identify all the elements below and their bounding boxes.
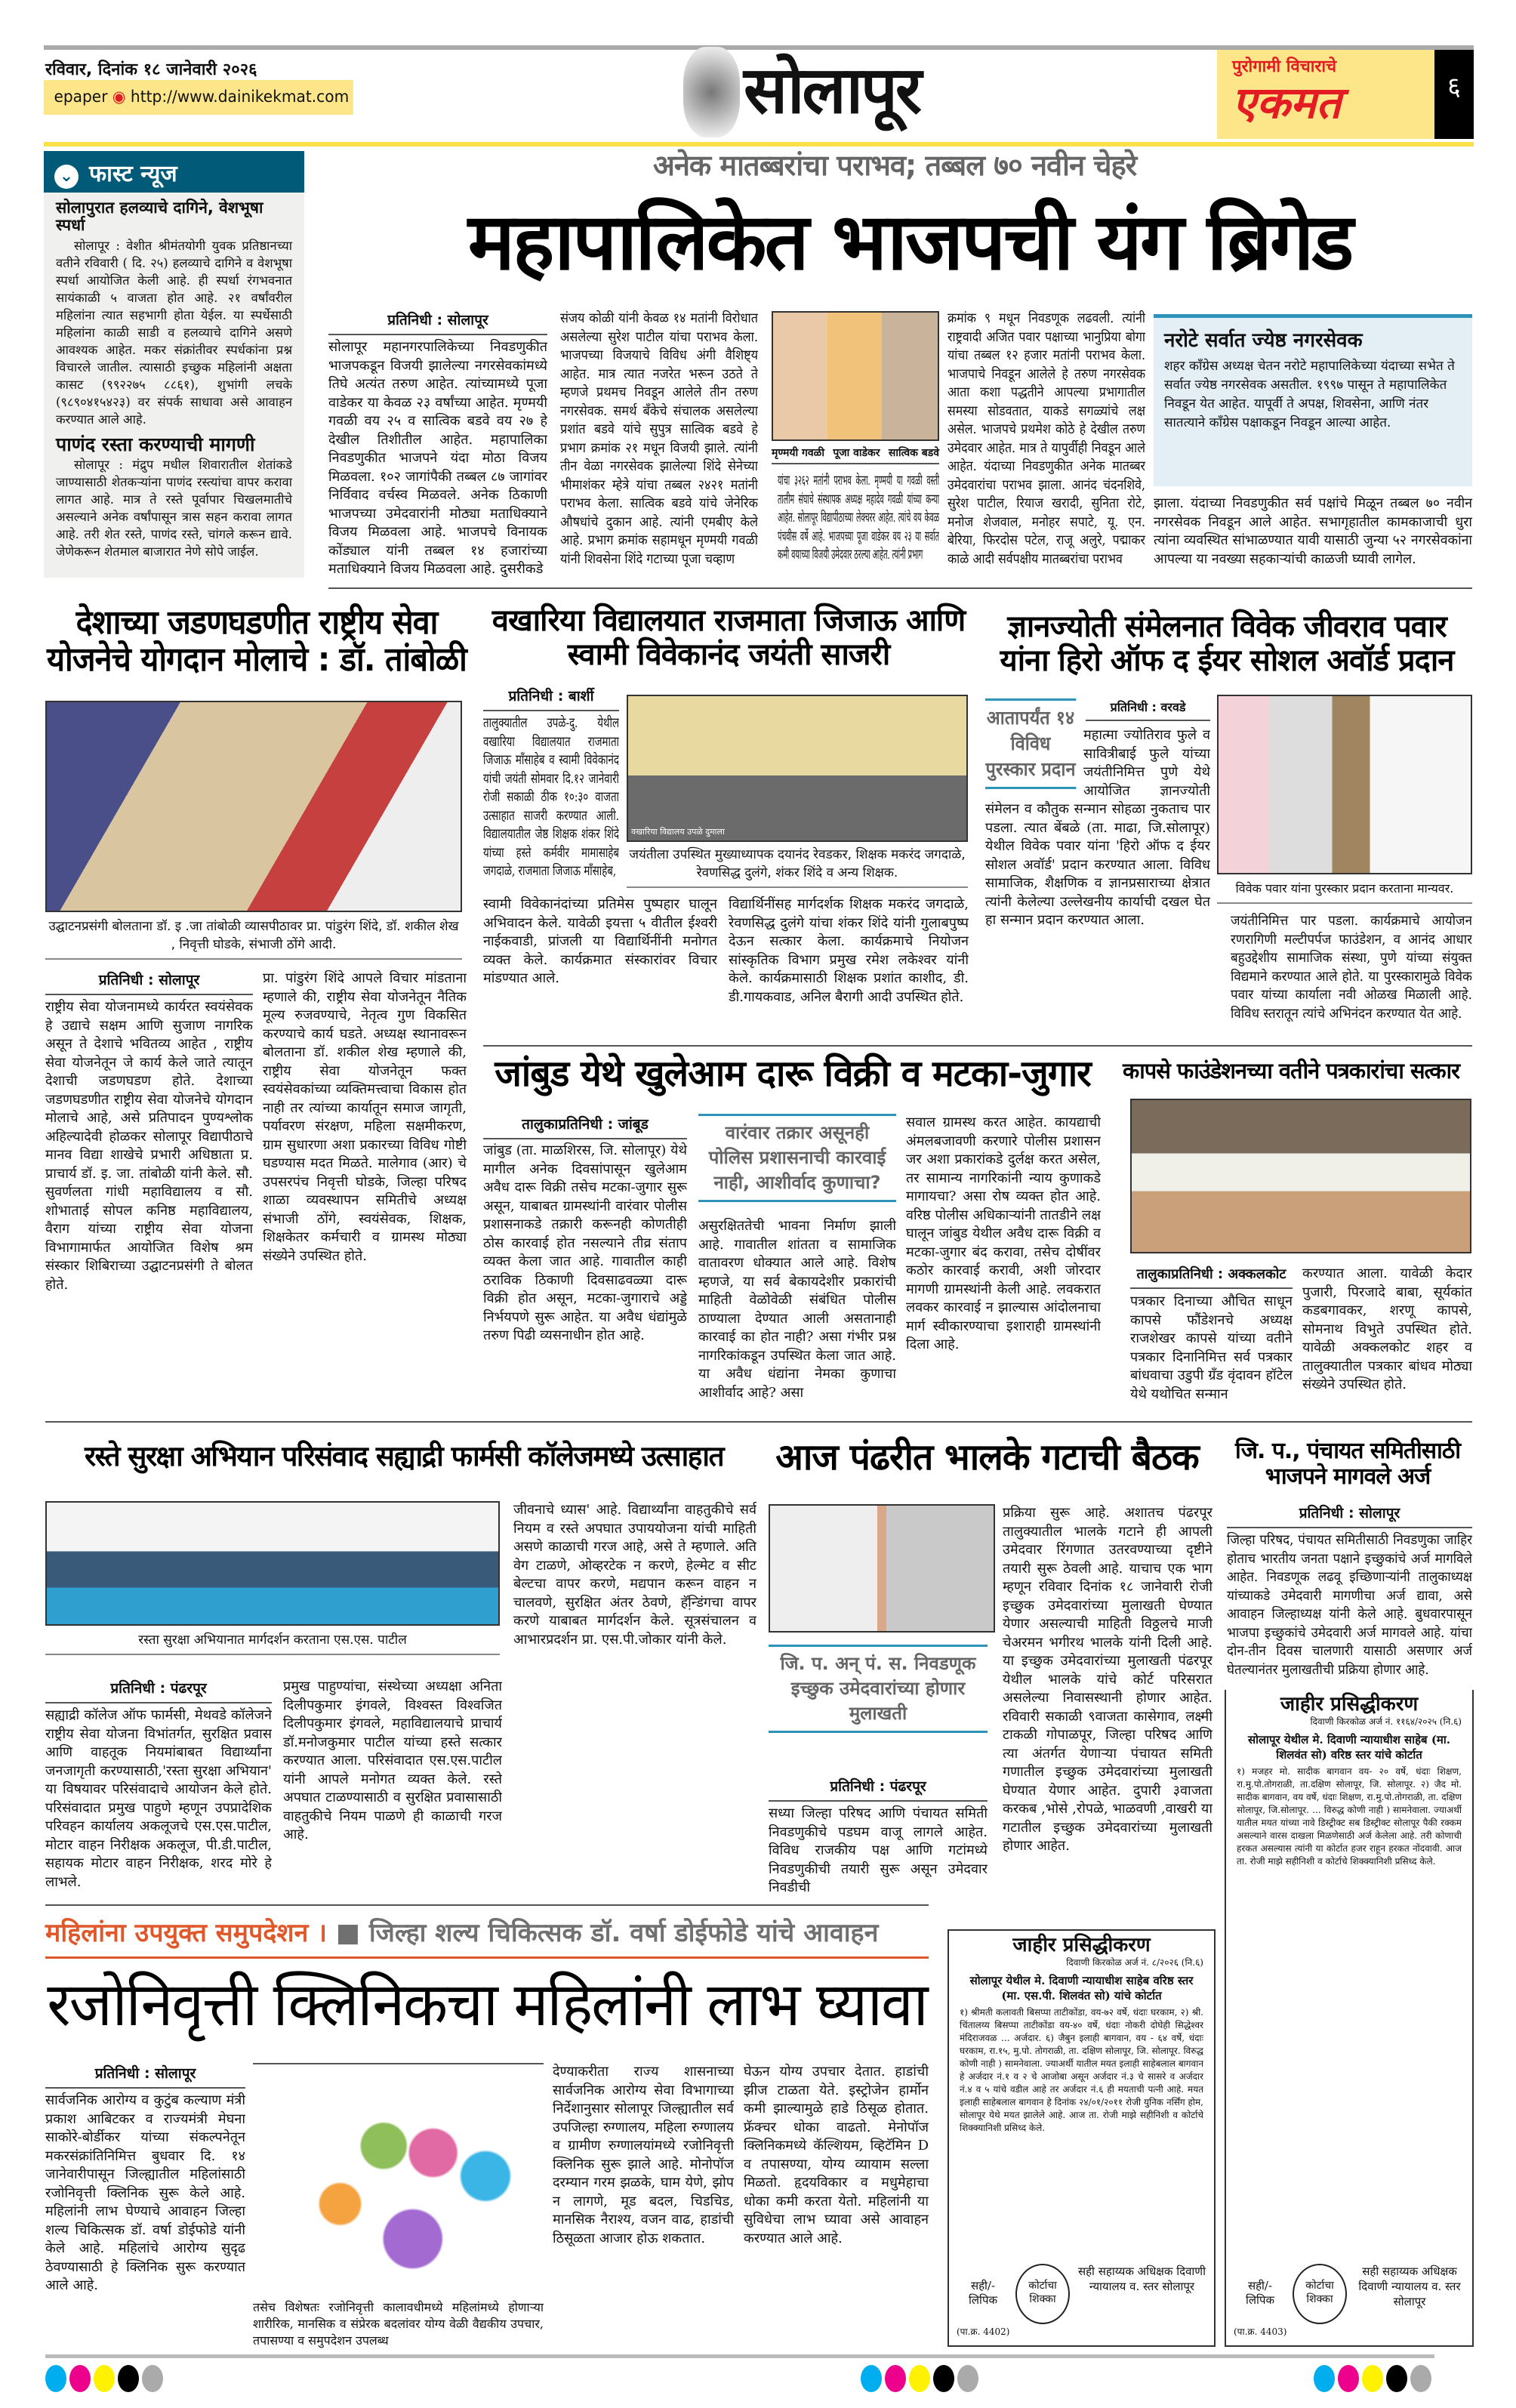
- yellow-dot-icon: [909, 2365, 930, 2392]
- notice-sign-left: सही/- लिपिक: [1246, 2279, 1274, 2307]
- rasta-column: जीवनाचे ध्यास' आहे. विद्यार्थ्यांना वाहतुकीचे सर्व नियम व रस्ते अपघात उपाययोजना यांची माहिती असणे काळाची गरज आहे, असे ते म्हणाले. अति वेग टाळणे, ओव्हरटेक न करणे, हेल्मेट व सीट बेल्टचा वापर करणे, मद्यपान करून वाहन न चालवणे, सुरक्षित अंतर ठेवणे, हॅन्डि़ंगचा वापर करणे याबाबत मार्गदर्शन केले. सूत्रसंचालन व आभारप्रदर्शन प्रा. एस.पी.जोकार यांनी केले.: [513, 1502, 756, 1648]
- notice-case-number: दिवाणी किरकोळ अर्ज नं. ११६४/२०२५ (नि.६): [1310, 1716, 1462, 1727]
- women-headline: रजोनिवृत्ती क्लिनिकचा महिलांनी लाभ घ्यावा: [47, 1969, 927, 2040]
- notice-sign-left: सही/- लिपिक: [969, 2279, 997, 2307]
- notice-court: सोलापूर येथील मे. दिवाणी न्यायाधीश साहेब (मा. शिलवंत सो) वरिष्ठ स्तर यांचे कोर्टात: [1247, 1733, 1451, 1762]
- lead-column: संजय कोळी यांनी केवळ १४ मतांनी विरोधात असलेल्या सुरेश पाटील यांचा पराभव केला. भाजपच्या विजयाचे विविध अंगी वैशिष्ट्य आहेत. मात्र त्यात नजरेत भरून उठते ते म्हणजे प्रथमच निवडून आलेले तीन तरुण नगरसेवक. समर्थ बँकेचे संचालक असलेल्या प्रशांत बडवे यांचे सुपुत्र सात्विक बडवे हे प्रभाग क्रमांक २१ मधून विजयी झाले. त्यांनी तीन वेळा नगरसेवक झालेल्या शिंदे सेनेच्या भीमाशंकर म्हेत्रे यांचा तब्बल २४२१ मतांनी पराभव केला. सात्विक बडवे यांचे जेनेरिक औषधांचे दुकान आहे. त्यांनी एमबीए केले आहे. प्रभाग क्रमांक सहामधून मृण्मयी गवळी यांनी शिवसेना शिंदे गटाच्या पूजा चव्हाण: [560, 310, 758, 567]
- vakharia-column: तालुक्यातील उपळे-दु. येथील वखारिया विद्यालयात राजमाता जिजाऊ माँसाहेब व स्वामी विवेकानंद यांची जयंती सोमवार दि.१२ जानेवारी रोजी सकाळी ठीक १०:३० वाजता उत्साहात साजरी करण्यात आली. विद्यालयातील जेष्ठ शिक्षक शंकर शिंदे यांच्या हस्ते कर्मवीर मामासाहेब जगदाळे, राजमाता जिजाऊ माँसाहेब,: [483, 715, 619, 879]
- notice-ref: (पा.क्र. 4403): [1234, 2326, 1287, 2337]
- fast-news-box: [44, 151, 304, 578]
- rasta-column: सह्याद्री कॉलेज ऑफ फार्मसी, मेथवडे कॉलेजने राष्ट्रीय सेवा योजना विभांतर्गत, सुरक्षित प्रवास आणि वाहतूक नियमांबाबत विद्यार्थ्यांना जनजागृती करण्यासाठी,'रस्ता सुरक्षा अभियान' या विषयावर परिसंवादाचे आयोजन केले होते. परिसंवादात प्रमुख पाहुणे म्हणून उपप्रादेशिक परिवहन कार्यालय अकलूजचे एस.एस.पाटील, मोटार वाहन निरीक्षक अकलूज, पी.डी.पाटील, सहायक मोटार वाहन निरीक्षक, शरद मोरे हे लाभले.: [45, 1707, 272, 1890]
- zp-column: जिल्हा परिषद, पंचायत समितीसाठी निवडणुका जाहिर होताच भारतीय जनता पक्षाने इच्छुकांचे अर्ज मागविले आहेत. निवडणूक लढवू इच्छिणाऱ्यांनी तालुकाध्यक्ष यांच्याकडे उमेदवारी मागणीचा अर्ज द्यावा, असे आवाहन जिल्हाध्यक्ष यांनी केले आहे. बुधवारपासून भाजपा इच्छुकांचे उमेदवारी अर्ज मागवले आहे. यांचा दोन-तीन दिवस चालणारी यासाठी असणार अर्ज घेतल्यानंतर मुलाखतीची प्रक्रिया होणार आहे.: [1227, 1532, 1472, 1678]
- fast-news-headline: सोलापुरात हलव्याचे दागिने, वेशभूषा स्पर्धा: [56, 199, 263, 234]
- registration-marks-right: [1314, 2365, 1434, 2395]
- jambud-highlight-box: वारंवार तक्रार असूनही पोलिस प्रशासनाची कारवाई नाही, आशीर्वाद कुणाचा?: [698, 1114, 896, 1202]
- fast-news-header: [44, 151, 304, 193]
- photo-name: सात्विक बडवे: [888, 447, 939, 459]
- women-column: घेऊन योग्य उपचार देतात. हाडांची झीज टाळता येते. इस्ट्रोजेन हार्मोन कमी झाल्यामुळे हाडे ठिसूळ होतात. फ्रॅक्चर धोका वाढतो. मेनोपॉज क्लिनिकमध्ये कॅल्शियम, व्हिटॅमिन D व तपासण्या, योग्य व्यायाम सल्ला मिळतो. हृदयविकार व मधुमेहाचा धोका कमी करता येतो. महिलांनी या सुविधेचा लाभ घ्यावा असे आवाहन करण्यात आले आहे.: [744, 2064, 929, 2246]
- vakharia-headline: वखारिया विद्यालयात राजमाता जिजाऊ आणि स्वामी विवेकानंद जयंती साजरी: [491, 603, 966, 672]
- kapse-photo: [1130, 1099, 1471, 1253]
- women-kicker-red: महिलांना उपयुक्त समुपदेशन ।: [45, 1918, 328, 1948]
- gyanjyoti-headline: ज्ञानज्योती संमेलनात विवेक जीवराव पवार यांना हिरो ऑफ द ईयर सोशल अवॉर्ड प्रदान: [1000, 609, 1454, 678]
- section-divider: [45, 1421, 1472, 1423]
- black-dot-icon: [933, 2365, 954, 2392]
- rasta-column: प्रमुख पाहुण्यांचा, संस्थेच्या अध्यक्षा अनिता दिलीपकुमार इंगवले, विश्वस्त विश्वजित दिलीपकुमार इंगवले, महाविद्यालयाचे प्राचार्य डॉ.मनोजकुमार पाटील यांच्या हस्ते सत्कार करण्यात आला. परिसंवादात एस.एस.पाटील यांनी आपले मनोगत व्यक्त केले. रस्ते अपघात टाळण्यासाठी व सुरक्षित प्रवासासाठी वाहतुकीचे नियम पाळणे ही काळाची गरज आहे.: [283, 1679, 502, 1842]
- globe-icon: ◉: [112, 88, 126, 106]
- fast-news-content: [44, 195, 304, 565]
- notice-sign-right: सही सहाय्यक अधिक्षक दिवाणी न्यायालय व. स्तर सोलापूर: [1358, 2265, 1461, 2308]
- vakharia-caption: जयंतीला उपस्थित मुख्याध्यापक दयानंद रेवडकर, शिक्षक मकरंद जगदाळे, रेवणसिद्ध दुलंगे, शंकर शिंदे व अन्य शिक्षक.: [627, 846, 968, 888]
- epaper-url[interactable]: http://www.dainikekmat.com: [130, 88, 350, 106]
- lead-column: झाला. यंदाच्या निवडणुकीत सर्व पक्षांचे मिळून तब्बल ७० नवीन नगरसेवक निवडून आले आहेत. सभागृहातील कामकाजाची धुरा त्यांना व्यवस्थित सांभाळण्यात यावी यासाठी जुन्या ५२ नगरसेवकांना आपल्या या नवख्या सहकाऱ्यांची काळजी घ्यावी लागेल.: [1154, 495, 1472, 567]
- public-notice: [1225, 1690, 1474, 2347]
- kapse-headline: कापसे फाउंडेशनच्या वतीने पत्रकारांचा सत्कार: [1122, 1058, 1460, 1084]
- gray-dot-icon: [957, 2365, 978, 2392]
- jambud-byline: तालुकाप्रतिनिधी : जांबूड: [483, 1114, 687, 1139]
- bhalke-photo: [769, 1504, 995, 1633]
- masthead-date: रविवार, दिनांक १८ जानेवारी २०२६: [45, 60, 257, 79]
- fast-news-body: सोलापूर : मंद्रुप मधील शिवारातील शेतांकडे जाण्यासाठी शेतकऱ्यांना पाणंद रस्त्यांचा वापर करावा लागत आहे. मात्र ते रस्ते पूर्वापार चिखलमातीचे असल्याने अनेक वर्षांपासून त्रास सहन करावा लागत आहे. तरी शेत रस्ते, पाणंद रस्ते, चांगले करून द्यावे. जेणेकरून शेतमाल बाजारात नेणे सोपे जाईल.: [56, 458, 292, 559]
- pull-quote: आतापर्यंत १४ विविध पुरस्कार प्रदान: [985, 698, 1076, 789]
- women-column: सार्वजनिक आरोग्य व कुटुंब कल्याण मंत्री प्रकाश आबिटकर व राज्यमंत्री मेघना साकोरे-बोर्डीकर यांच्या संकल्पनेतून मकरसंक्रांतिनिमित्त बुधवार दि. १४ जानेवारीपासून जिल्ह्यातील महिलांसाठी रजोनिवृत्ती क्लिनिक सुरू केले आहे. महिलांनी लाभ घेण्याचे आवाहन जिल्हा शल्य चिकित्सक डॉ. वर्षा डोईफोडे यांनी केले आहे. महिलांचे आरोग्य सुदृढ ठेवण्यासाठी हे क्लिनिक सुरू करण्यात आले आहे.: [45, 2092, 245, 2293]
- epaper-label: epaper: [54, 88, 108, 106]
- magenta-dot-icon: [69, 2365, 91, 2392]
- fast-news-headline: पाणंद रस्ता करण्याची मागणी: [56, 433, 255, 455]
- yellow-dot-icon: [94, 2365, 115, 2392]
- lead-column: यांचा ३२६२ मतांनी पराभव केला. मृण्मयी या गवळी वस्ती तालीम संघाचे संस्थापक अध्यक्ष महादेव गवळी यांच्या कन्या आहेत. सोलापूर विद्यापीठाच्या लेक्चरर आहेत. त्यांचे वय केवळ पंचवीस वर्षे आहे. भाजपच्या पूजा वाडेकर वय २३ या सर्वात कमी वयाच्या विजयी उमेदवार ठरल्या आहेत. त्यांनी प्रभाग: [778, 473, 939, 563]
- rasta-headline: रस्ते सुरक्षा अभियान परिसंवाद सह्याद्री फार्मसी कॉलेजमध्ये उत्साहात: [84, 1440, 724, 1472]
- bhalke-column: सध्या जिल्हा परिषद आणि पंचायत समिती निवडणुकीचे पडघम वाजू लागले आहेत. विविध राजकीय पक्ष आणि गटांमध्ये निवडणुकीची तयारी सुरू असून उमेदवार निवडीची: [769, 1805, 988, 1895]
- vakharia-column: विद्यार्थिनींसह मार्गदर्शक शिक्षक मकरंद जगदाळे, रेवणसिद्ध दुलंगे यांचा शंकर शिंदे यांनी गुलाबपुष्प देऊन सत्कार केला. कार्यक्रमाचे नियोजन सांस्कृतिक विभाग प्रमुख रमेश लकेश्वर यांनी केले. कार्यक्रमासाठी शिक्षक प्रशांत काशीद, डी. डी.गायकवाड, अनिल बैरागी आदी उपस्थित होते.: [729, 896, 969, 1005]
- paper-logo: [1217, 50, 1434, 139]
- rasta-byline: प्रतिनिधी : पंढरपूर: [45, 1678, 272, 1703]
- court-seal-icon: कोर्टाचा शिक्का: [1293, 2264, 1347, 2324]
- cyan-dot-icon: [1314, 2365, 1335, 2392]
- tamboli-column: राष्ट्रीय सेवा योजनामध्ये कार्यरत स्वयंसेवक हे उद्याचे सक्षम आणि सुजाण नागरिक असून ते देशाचे भवितव्य आहेत , राष्ट्रीय सेवा योजनेतून जे कार्य केले जाते त्यातून देशाची जडणघडण होते. देशाच्या जडणघडणीत राष्ट्रीय सेवा योजनेचे योगदान मोलाचे आहे, असे प्रतिपादन पुण्यश्लोक अहिल्यादेवी होळकर सोलापूर विद्यापीठाचे मानव विद्या शाखेचे प्रभारी अधिष्ठाता प्र. प्राचार्य डॉ. इ. जा. तांबोळी यांनी केले. सौ. सुवर्णलता गांधी महाविद्यालय व सौ. शोभाताई सोपल कनिष्ठ महाविद्यालय, वैराग यांच्या राष्ट्रीय सेवा योजना विभागामार्फत आयोजित विशेष श्रम संस्कार शिबिराच्या उद्घाटनप्रसंगी ते बोलत होते.: [45, 999, 253, 1293]
- registration-marks-center: [861, 2365, 981, 2395]
- gray-dot-icon: [1410, 2365, 1431, 2392]
- public-notice: [948, 1929, 1216, 2347]
- vakharia-column: स्वामी विवेकानंदांच्या प्रतिमेस पुष्पहार घालून अभिवादन केले. यावेळी इयत्ता ५ वीतील ईश्वरी नाईकवाडी, प्रांजली या विद्यार्थिनींनी मनोगत व्यक्त केले. कार्यक्रमात संस्कारांवर विचार मांडण्यात आले.: [483, 896, 717, 986]
- gyanjyoti-column: महात्मा ज्योतिराव फुले व सावित्रीबाई फुले यांच्या जयंतीनिमित्त पुणे येथे आयोजित ज्ञानज्योती संमेलन व कौतुक सन्मान सोहळा नुकताच पार पडला. त्यात बेंबळे (ता. माढा, जि.सोलापूर) येथील विवेक पवार यांना 'हिरो ऑफ द ईयर सोशल अवॉर्ड' प्रदान करण्यात आला. विविध सामाजिक, शैक्षणिक व ज्ञानप्रसाराच्या क्षेत्रात त्यांनी केलेल्या उल्लेखनीय कार्याची दखल घेत हा सन्मान प्रदान करण्यात आला.: [985, 727, 1210, 928]
- yellow-dot-icon: [1362, 2365, 1383, 2392]
- gray-dot-icon: [142, 2365, 163, 2392]
- notice-ref: (पा.क्र. 4402): [957, 2326, 1010, 2337]
- city-title: सोलापूर: [744, 53, 920, 128]
- black-dot-icon: [118, 2365, 139, 2392]
- lead-headline: महापालिकेत भाजपची यंग ब्रिगेड: [467, 196, 1352, 288]
- jambud-headline: जांबुड येथे खुलेआम दारू विक्री व मटका-जुगार: [495, 1053, 1091, 1095]
- lead-column: सोलापूर महानगरपालिकेच्या निवडणुकीत भाजपकडून विजयी झालेल्या नगरसेवकांमध्ये तिघे अत्यंत तरुण आहेत. त्यांच्यामध्ये पूजा वाडेकर या केवळ २३ वर्षांच्या आहेत. मृण्मयी गवळी वय २५ व सात्विक बडवे वय २७ हे देखील तिशीतील आहेत. महापालिका निवडणुकीत भाजपने यंदा मोठा विजय मिळवला. १०२ जागांपैकी तब्बल ८७ जागांवर निर्विवाद वर्चस्व मिळवले. अनेक ठिकाणी भाजपच्या उमेदवारांनी मोठ्या मताधिक्याने विजय मिळवला आहे. भाजपचे विनायक कोंड्याल यांनी तब्बल १४ हजारांच्या मताधिक्याने विजय मिळवला आहे. दुसरीकडे: [328, 339, 547, 577]
- women-kicker: [45, 1914, 929, 1959]
- rasta-photo: [45, 1501, 500, 1626]
- jambud-column: असुरक्षिततेची भावना निर्माण झाली आहे. गावातील शांतता व सामाजिक वातावरण धोक्यात आले आहे. विशेष म्हणजे, या सर्व बेकायदेशीर प्रकारांची माहिती वेळोवेळी संबंधित पोलीस ठाण्याला देण्यात आली असतानाही कारवाई का होत नाही? असा गंभीर प्रश्न नागरिकांकडून उपस्थित केला जात आहे. या अवैध धंद्यांना नेमका कुणाचा आशीर्वाद आहे? असा: [698, 1218, 896, 1401]
- bhalke-highlight-box: जि. प. अन् पं. स. निवडणूक इच्छुक उमेदवारांच्या होणार मुलाखती: [769, 1645, 988, 1733]
- kapse-column: पत्रकार दिनाच्या औचित साधून कापसे फौंडेशनचे अध्यक्ष राजशेखर कापसे यांच्या वतीने पत्रकार दिनानिमित्त सर्व पत्रकार बांधवाचा उडुपी ग्रँड वृंदावन हॉटेल येथे यथोचित सन्मान: [1130, 1293, 1293, 1402]
- kapse-column: करण्यात आला. यावेळी केदार पुजारी, पिरजादे बाबा, सूर्यकांत कडबगावकर, शरणू कापसे, सोमनाथ विभुते उपस्थित होते. यावेळी अक्कलकोट शहर व तालुक्यातील पत्रकार बांधव मोठ्या संख्येने उपस्थित होते.: [1302, 1266, 1472, 1392]
- tamboli-headline: देशाच्या जडणघडणीत राष्ट्रीय सेवा योजनेचे योगदान मोलाचे : डॉ. तांबोळी: [47, 603, 467, 680]
- narote-box: [1154, 314, 1472, 486]
- gyanjyoti-photo: [1217, 695, 1472, 874]
- vakharia-byline: प्रतिनिधी : बार्शी: [483, 686, 619, 711]
- gyanjyoti-byline: प्रतिनिधी : वरवडे: [1086, 698, 1210, 721]
- photo-name: मृण्मयी गवळी: [772, 447, 824, 459]
- bhalke-column: प्रक्रिया सुरू आहे. अशातच पंढरपूर तालुक्यातील भालके गटाने ही आपली उमेदवार रिंगणात उतरवण्याच्या दृष्टीने तयारी सुरू ठेवली आहे. याचाच एक भाग म्हणून रविवार दिनांक १८ जानेवारी रोजी इच्छुक उमेदवारांच्या मुलाखती घेण्यात येणार असल्याची माहिती विठ्ठलचे माजी चेअरमन भगीरथ भालके यांनी दिली आहे. या इच्छुक उमेदवारांच्या मुलाखती पंढरपूर येथील भालके यांचे कोर्ट परिसरात असलेल्या निवासस्थानी होणार आहेत. रविवारी सकाळी ९वाजता कासेगाव, लक्ष्मी टाकळी गोपाळपूर, जिल्हा परिषद आणि त्या अंतर्गत येणाऱ्या पंचायत समिती गणातील इच्छुक उमेदवारांच्या मुलाखती घेण्यात येणार आहेत. दुपारी ३वाजता करकब ,भोसे ,रोपळे, भाळवणी ,वाखरी या गटातील इच्छुक उमेदवारांच्या मुलाखती होणार आहेत.: [1003, 1505, 1212, 1854]
- tamboli-photo: [45, 701, 462, 912]
- paper-tagline: पुरोगामी विचाराचे: [1232, 57, 1337, 76]
- women-kicker-gray: जिल्हा शल्य चिकित्सक डॉ. वर्षा डोईफोडे यांचे आवाहन: [368, 1918, 879, 1948]
- magenta-dot-icon: [1338, 2365, 1359, 2392]
- kapse-byline: तालुकाप्रतिनिधी : अक्कलकोट: [1130, 1265, 1293, 1289]
- paper-name: एकमत: [1232, 77, 1342, 128]
- gyanjyoti-caption: विवेक पवार यांना पुरस्कार प्रदान करताना मान्यवर.: [1217, 880, 1472, 904]
- tamboli-caption: उद्घाटनप्रसंगी बोलताना डॉ. इ .जा तांबोळी व्यासपीठावर प्रा. पांडुरंग शिंदे, डॉ. शकील शेख , निवृत्ती घोडके, संभाजी ठोंगे आदी.: [45, 917, 462, 960]
- women-column: तसेच विशेषतः रजोनिवृत्ती कालावधीमध्ये महिलांमध्ये होणाऱ्या शारीरिक, मानसिक व संप्रेरक बदलांवर योग्य वेळी वैद्यकीय उपचार, तपासण्या व समुपदेशन उपलब्ध: [253, 2300, 544, 2348]
- registration-marks-left: [45, 2365, 166, 2395]
- lead-column: क्रमांक ९ मधून निवडणूक लढवली. त्यांनी राष्ट्रवादी अजित पवार पक्षाच्या भानुप्रिया बोगा यांचा तब्बल १२ हजार मतांनी पराभव केला. भाजपाचे निवडून आलेले हे तरुण नगरसेवक आता कशा पद्धतीने आपल्या प्रभागातील समस्या सोडवतात, याकडे सगळ्यांचे लक्ष असेल. भाजपचे प्रथमेश कोठे हे देखील तरुण उमेदवार आहेत. मात्र ते यापुर्वीही निवडून आले आहेत. यंदाच्या निवडणुकीत अनेक मातब्बर उमेदवारांचा पराभव झाला. आनंद चंदनशिवे, सुरेश पाटील, रियाज खरादी, सुनिता रोटे, मनोज शेजवाल, मनोहर सपाटे, यू. एन. बेरिया, फिरदोस पटेल, राजू अलुरे, पद्माकर काळे आदी सर्वपक्षीय मातब्बरांचा पराभव: [948, 310, 1145, 567]
- notice-signatures: [957, 2264, 1206, 2339]
- fast-news-body: सोलापूर : वेशीत श्रीमंतयोगी युवक प्रतिष्ठानच्या वतीने रविवारी ( दि. २५) हलव्याचे दागिने व वेशभूषा स्पर्धा आयोजित केली आहे. ही स्पर्धा रंगभवनात सायंकाळी ५ वाजता होत आहे. २१ वर्षांवरील महिलांना त्यात सहभागी होता येईल. या स्पर्धेसाठी महिलांना काळी साडी व हलव्याचे दागिने असणे आवश्यक आहेत. मकर संक्रांतीवर स्पर्धकांना प्रश्न विचारले जातील. त्यासाठी इच्छुक महिलांनी अक्षता कासट (९९२२७५ ८८६१), शुभांगी लचके (९८९०४१५४२३) वर संपर्क साधावा असे आवाहन करण्यात आले आहे.: [56, 239, 292, 427]
- tamboli-column: प्रा. पांडुरंग शिंदे आपले विचार मांडताना म्हणाले की, राष्ट्रीय सेवा योजनेतून नैतिक मूल्य रुजवण्याचे, नेतृत्व गुण विकसित करण्याचे कार्य घडते. अध्यक्ष स्थानावरून बोलताना डॉ. शकील शेख म्हणाले की, राष्ट्रीय सेवा योजनेतून फक्त स्वयंसेवकांच्या व्यक्तिमत्त्वाचा विकास होत नाही तर त्यांच्या कार्यातून समाज जागृती, पर्यावरण संरक्षण, महिला सक्षमीकरण, ग्राम सुधारणा अशा प्रकारच्या विविध गोष्टी घडण्यास मदत मिळते. मालेगाव (आर) चे उपसरपंच निवृत्ती घोडके, जिल्हा परिषद शाळा व्यवस्थापन समितीचे अध्यक्ष संभाजी ठोंगे, स्वयंसेवक, शिक्षक, शिक्षकेतर कर्मचारी व ग्रामस्थ मोठ्या संख्येने उपस्थित होते.: [263, 970, 467, 1264]
- jambud-column: जांबुड (ता. माळशिरस, जि. सोलापूर) येथे मागील अनेक दिवसांपासून खुलेआम अवैध दारू विक्री तसेच मटका-जुगार सुरू असून, याबाबत ग्रामस्थांनी वारंवार पोलीस प्रशासनाकडे तक्रारी करूनही कोणतीही ठोस कारवाई होत नसल्याने तीव्र संताप व्यक्त केला जात आहे. गावातील काही ठराविक ठिकाणी दिवसाढवळ्या दारू विक्री होत असून, मटका-जुगाराचे अड्डे निर्भयपणे सुरू आहेत. या अवैध धंद्यांमुळे तरुण पिढी व्यसनाधीन होत आहे.: [483, 1142, 687, 1343]
- notice-title: जाहीर प्रसिद्धीकरण: [1280, 1693, 1419, 1716]
- women-illustration: [253, 2063, 544, 2297]
- lead-kicker: अनेक मातब्बरांचा पराभव; तब्बल ७० नवीन चेहरे: [652, 149, 1137, 182]
- zp-byline: प्रतिनिधी : सोलापूर: [1227, 1503, 1472, 1528]
- chevron-down-icon: ⌄: [54, 165, 79, 189]
- masthead-rule: [44, 142, 1474, 146]
- notice-case-number: दिवाणी किरकोळ अर्ज नं. ८/२०२६ (नि.६): [1066, 1957, 1203, 1968]
- court-seal-icon: कोर्टाचा शिक्का: [1015, 2264, 1070, 2324]
- section-divider: [483, 1045, 1472, 1047]
- bottom-rule: [45, 2354, 1434, 2358]
- women-column: देण्याकरीता राज्य शासनाच्या सार्वजनिक आरोग्य सेवा विभागाच्या निर्देशानुसार सोलापूर जिल्ह्यातील सर्व उपजिल्हा रुग्णालय, महिला रुग्णालय व ग्रामीण रुग्णालयांमध्ये रजोनिवृत्ती क्लिनिक सुरू झाले आहे. मोनोपॉज दरम्यान गरम झळके, घाम येणे, झोप न लागणे, मूड बदल, चिडचिड, मानसिक नैराश्य, वजन वाढ, हाडांची ठिसूळता आजार होऊ शकतात.: [553, 2064, 734, 2246]
- vakharia-photo: [627, 695, 968, 842]
- notice-signatures: [1234, 2264, 1465, 2339]
- notice-body: १) श्रीमती कलावती बिसप्पा ताटीकोंडा, वय-७२ वर्षे, धंदाः घरकाम, २) श्री. चिंतालय्य बिसप्पा ताटीकोंडा वय-४० वर्षे, धंदाः नोकरी दोघेही सिद्धेश्वर मंदिराजवळ ... अर्जदार. ६) जैबुन इलाही बागवान, वय - ६४ वर्षे, धंदाः घरकाम, रा.१५, मु.पो. तोगराळी, ता. दक्षिण सोलापूर, जि. सोलापूर. विरुद्ध कोणी नाही ) सामनेवाला. ज्याअर्थी यातील मयत इलाही साहेबलाल बागवान हे अर्जदार नं.१ व २ चे आजोबा असून अर्जदार नं.३ चे सासरे व अर्जदार नं.४ व ५ यांचे वडील आहे तर अर्जदार नं.६ ही मयताची पत्नी आहे. मयत इलाही साहेबलाल बागवान हे दिनांक २४/०१/२०११ रोजी युनिक नर्सिंग होम, सोलापूर येथे मयत झालेले आहे. आज ता. रोजी माझे सहीनिशी व कोर्टाचे शिक्क्यानिशी प्रसिध्द केले.: [960, 2007, 1203, 2133]
- notice-title: जाहीर प्रसिद्धीकरण: [1012, 1934, 1151, 1956]
- zp-headline: जि. प., पंचायत समितीसाठी भाजपने मागवले अर्ज: [1234, 1438, 1461, 1490]
- notice-body: १) मजहर मो. सादीक बागवान वय- २० वर्षे, धंदाः शिक्षण, रा.मु.पो.तोगराळी, ता.दक्षिण सोलापूर, जि. सोलापूर. २) जैद मो. सादीक बागवान, वय वर्षे, धंदाः शिक्षण, रा.मु.पो.तोगराळी, ता. दक्षिण सोलापूर, जि.सोलापूर. ... विरुद्ध कोणी नाही ) सामनेवाला. ज्याअर्थी यातील मयत यांच्या नावे डिस्ट्रीक्ट सब डिस्ट्रीक्ट सोलापूर पैकी रक्कम असल्याने वारस दाखला मिळणेसाठी अर्ज केलेला आहे. तरी कोणाची हरकत असल्यास त्यांनी या कोर्टात हजर राहून हरकत नोंदवावी. आज ता. रोजी माझे सहीनिशी व कोर्टाचे शिक्क्यानिशी प्रसिध्द केले.: [1237, 1766, 1462, 1867]
- narote-box-title: नरोटे सर्वात ज्येष्ठ नगरसेवक: [1164, 329, 1363, 352]
- lead-photo-captions: [772, 446, 939, 464]
- rasta-caption: रस्ता सुरक्षा अभियानात मार्गदर्शन करताना एस.एस. पाटील: [45, 1631, 500, 1655]
- epaper-bar[interactable]: [44, 80, 353, 115]
- magenta-dot-icon: [885, 2365, 906, 2392]
- section-divider: [328, 587, 1472, 589]
- narote-box-body: शहर काँग्रेस अध्यक्ष चेतन नरोटे महापालिकेच्या यंदाच्या सभेत ते सर्वात ज्येष्ठ नगरसेवक असतील. १९९७ पासून ते महापालिकेत निवडून येत आहेत. यापूर्वी ते अपक्ष, शिवसेना, आणि नंतर सातत्याने काँग्रेस पक्षाकडून निवडून आल्या आहेत.: [1164, 359, 1455, 430]
- lead-photo: [772, 311, 939, 441]
- gyanjyoti-column: जयंतीनिमित्त पार पडला. कार्यक्रमाचे आयोजन रणरागिणी मल्टीपर्पज फाउंडेशन, व आनंद आधार बहुउद्देशीय सामाजिक संस्था, पुणे यांच्या संयुक्त विद्यमाने करण्यात आले होते. या पुरस्कारामुळे विवेक पवार यांच्या कार्याला नवी ओळख मिळाली आहे. विविध स्तरातून त्यांचे अभिनंदन करण्यात येत आहे.: [1231, 913, 1472, 1022]
- photo-label: वखारिया विद्यालय उपळे दुमाला: [631, 827, 725, 837]
- women-byline: प्रतिनिधी : सोलापूर: [45, 2063, 245, 2089]
- bhalke-headline: आज पंढरीत भालके गटाची बैठक: [775, 1436, 1199, 1478]
- lead-byline: प्रतिनिधी : सोलापूर: [328, 310, 547, 335]
- fast-news-title: फास्ट न्यूज: [89, 161, 177, 187]
- notice-court: सोलापूर येथील मे. दिवाणी न्यायाधीश साहेब वरिष्ठ स्तर (मा. एस.पी. शिलवंत सो) यांचे कोर्टात: [969, 1974, 1194, 2003]
- bhalke-byline: प्रतिनिधी : पंढरपूर: [769, 1776, 988, 1802]
- section-divider: [45, 1904, 929, 1906]
- cyan-dot-icon: [45, 2365, 66, 2392]
- square-bullet-icon: ■: [335, 1918, 361, 1948]
- cyan-dot-icon: [861, 2365, 882, 2392]
- page-number: ६: [1434, 50, 1474, 139]
- jambud-column: सवाल ग्रामस्थ करत आहेत. कायद्याची अंमलबजावणी करणारे पोलीस प्रशासन जर अशा प्रकारांकडे दुर्लक्ष करत असेल, तर सामान्य नागरिकांनी न्याय कुणाकडे मागायचा? असा रोष व्यक्त होत आहे. वरिष्ठ पोलीस अधिकाऱ्यांनी तातडीने लक्ष घालून जांबुड येथील अवैध दारू विक्री व मटका-जुगार बंद करावा, तसेच दोषींवर कठोर कारवाई करावी, अशी जोरदार मागणी ग्रामस्थांनी केली आहे. लवकरात लवकर कारवाई न झाल्यास आंदोलनाचा मार्ग स्वीकारण्याचा इशाराही ग्रामस्थांनी दिला आहे.: [906, 1115, 1101, 1352]
- photo-name: पूजा वाडेकर: [833, 447, 880, 459]
- notice-sign-right: सही सहाय्यक अधिक्षक दिवाणी न्यायालय व. स्तर सोलापूर: [1077, 2265, 1206, 2293]
- tamboli-byline: प्रतिनिधी : सोलापूर: [45, 970, 253, 995]
- city-emblem-icon: [683, 47, 740, 137]
- black-dot-icon: [1386, 2365, 1407, 2392]
